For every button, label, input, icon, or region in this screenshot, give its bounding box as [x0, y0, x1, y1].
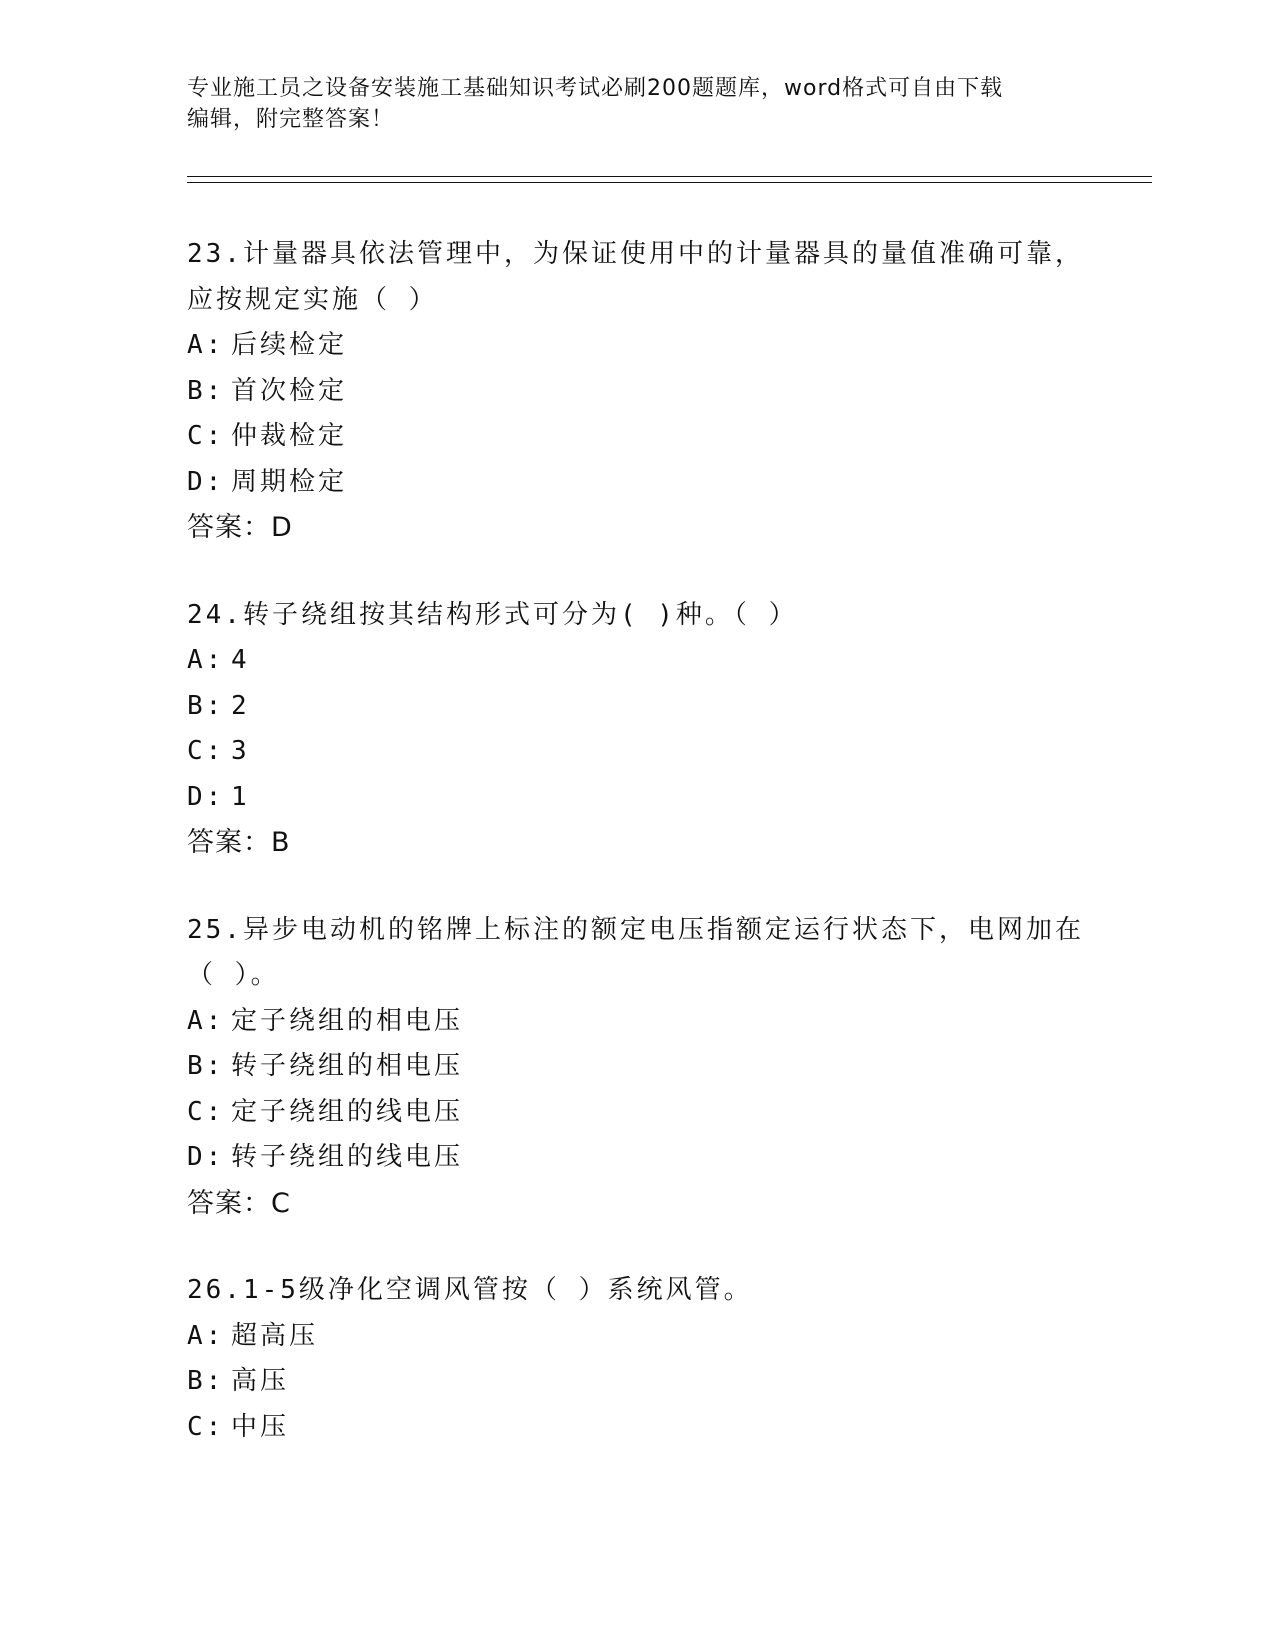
- option-b: [187, 1044, 1087, 1090]
- option-label: D:: [187, 466, 225, 497]
- option-d: [187, 460, 1087, 506]
- option-d: [187, 1135, 1087, 1181]
- option-label: D:: [187, 1142, 225, 1172]
- answer-line: 答案：D: [187, 512, 293, 543]
- option-c: [187, 1090, 1087, 1136]
- question-25: [187, 908, 1087, 1227]
- option-a: [187, 999, 1087, 1045]
- document-header: [187, 73, 1087, 135]
- option-label: B:: [187, 1366, 225, 1396]
- option-text: 中压: [231, 1411, 290, 1442]
- answer-line: 答案：B: [187, 827, 291, 858]
- question-stem: 应按规定实施（ ）: [187, 284, 438, 315]
- option-label: B:: [187, 1051, 225, 1081]
- question-stem: （ ）。: [187, 960, 280, 990]
- option-a: [187, 323, 1087, 369]
- option-a: [187, 1314, 1087, 1360]
- option-text: 转子绕组的相电压: [231, 1051, 464, 1081]
- option-text: 首次检定: [231, 375, 348, 406]
- option-label: B:: [187, 375, 225, 406]
- option-d: [187, 775, 1087, 821]
- option-text: 1: [231, 781, 250, 812]
- option-c: [187, 729, 1087, 775]
- question-23: [187, 232, 1087, 551]
- header-divider-top: [187, 176, 1152, 177]
- option-label: A:: [187, 645, 225, 675]
- option-text: 超高压: [231, 1320, 319, 1351]
- option-b: [187, 1359, 1087, 1405]
- option-text: 3: [231, 736, 250, 766]
- option-label: A:: [187, 330, 225, 360]
- question-stem: 26.1-5级净化空调风管按（ ）系统风管。: [187, 1275, 753, 1305]
- option-text: 4: [231, 645, 250, 675]
- question-stem: 23.计量器具依法管理中，为保证使用中的计量器具的量值准确可靠，: [187, 239, 1084, 269]
- option-text: 2: [231, 690, 250, 721]
- option-label: D:: [187, 781, 225, 812]
- option-text: 周期检定: [231, 466, 348, 497]
- option-label: C:: [187, 1096, 225, 1127]
- answer-line: 答案：C: [187, 1187, 291, 1219]
- option-b: [187, 369, 1087, 415]
- question-24: [187, 593, 1087, 866]
- option-text: 仲裁检定: [231, 421, 348, 451]
- option-text: 高压: [231, 1366, 290, 1396]
- option-label: A:: [187, 1005, 225, 1036]
- header-line-2: 编辑，附完整答案！: [187, 107, 395, 132]
- option-a: [187, 638, 1087, 684]
- question-26: [187, 1268, 1087, 1450]
- header-divider-bottom: [187, 182, 1152, 183]
- option-c: [187, 1405, 1087, 1451]
- option-text: 定子绕组的线电压: [231, 1096, 464, 1127]
- option-text: 转子绕组的线电压: [231, 1142, 464, 1172]
- option-label: C:: [187, 421, 225, 451]
- option-label: B:: [187, 690, 225, 721]
- question-stem: 24.转子绕组按其结构形式可分为( )种。（ ）: [187, 599, 798, 630]
- option-text: 定子绕组的相电压: [231, 1005, 464, 1036]
- option-label: A:: [187, 1320, 225, 1351]
- option-label: C:: [187, 736, 225, 766]
- question-list: [187, 232, 1087, 1492]
- option-c: [187, 414, 1087, 460]
- option-b: [187, 684, 1087, 730]
- question-stem: 25.异步电动机的铭牌上标注的额定电压指额定运行状态下，电网加在: [187, 914, 1084, 945]
- option-label: C:: [187, 1411, 225, 1442]
- option-text: 后续检定: [231, 330, 348, 360]
- header-line-1: 专业施工员之设备安装施工基础知识考试必刷200题题库，word格式可自由下载: [187, 76, 1004, 101]
